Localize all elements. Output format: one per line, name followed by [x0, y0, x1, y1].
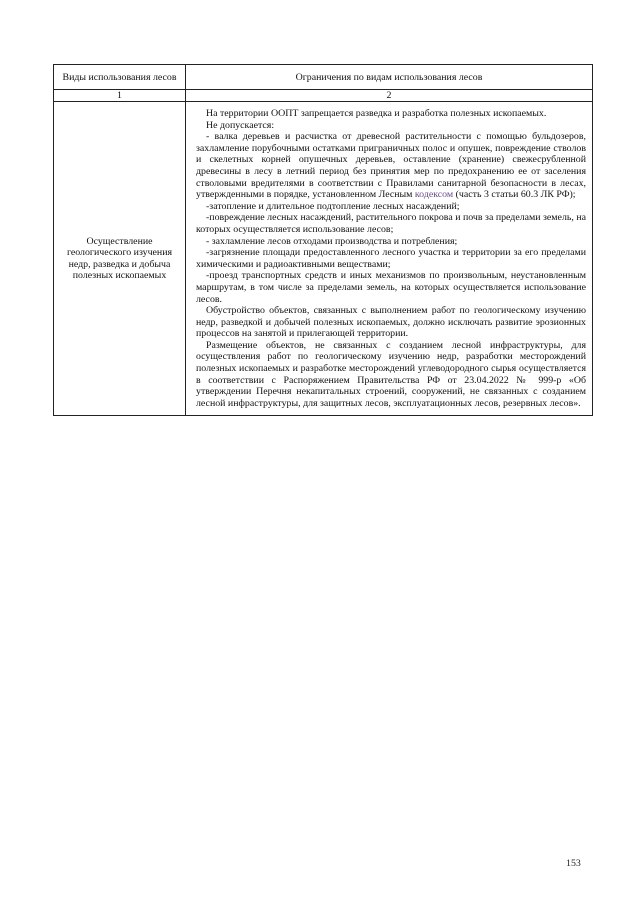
header-usage-types: Виды использования лесов	[54, 65, 186, 90]
restriction-paragraph	[196, 131, 586, 201]
restriction-paragraph: -загрязнение площади предоставленного лесного участка и территории за его пределами химическими и радиоактивными веществами;	[196, 247, 586, 270]
restriction-paragraph: Обустройство объектов, связанных с выполнением работ по геологическому изучению недр, разведкой и добычей полезных ископаемых, должно исключать развитие эрозионных процессов на занятой и прилегающей территории.	[196, 305, 586, 340]
restrictions-table	[53, 64, 593, 416]
forest-code-link[interactable]: кодексом	[414, 189, 454, 201]
restrictions-cell	[186, 102, 593, 416]
page-number: 153	[566, 858, 581, 869]
table-header-row	[54, 65, 593, 90]
usage-type-cell: Осуществление геологического изучения недр, разведка и добыча полезных ископаемых	[54, 102, 186, 416]
restriction-paragraph: На территории ООПТ запрещается разведка и разработка полезных ископаемых.	[206, 108, 547, 119]
column-numbering-row	[54, 90, 593, 102]
header-restrictions: Ограничения по видам использования лесов	[186, 65, 593, 90]
restriction-paragraph: -затопление и длительное подтопление лесных насаждений;	[206, 200, 460, 212]
restriction-paragraph: Размещение объектов, не связанных с созданием лесной инфраструктуры, для осуществления работ по геологическому изучению недр, разработки месторождений полезных ископаемых и разработке месторождений углеводородного сырья осуществляется в соответствии с Распоряжением Правительства РФ от 23.04.2022 № 999-р «Об утверждении Перечня некапитальных строений, сооружений, не связанных с созданием лесной инфраструктуры, для защитных лесов, эксплуатационных лесов, резервных лесов».	[196, 339, 586, 409]
column-number-1: 1	[54, 90, 186, 102]
table-row	[54, 102, 593, 416]
column-number-2: 2	[186, 90, 593, 102]
restriction-paragraph: -проезд транспортных средств и иных механизмов по произвольным, неустановленным маршрутам, в том числе за пределами земель, на которых осуществляется использование лесов.	[196, 270, 586, 305]
restriction-paragraph: - захламление лесов отходами производства и потребления;	[206, 235, 458, 247]
restriction-paragraph: Не допускается:	[206, 119, 275, 131]
restriction-text: - валка деревьев и расчистка от древесной растительности с помощью бульдозеров, захламление порубочными остатками приграничных полос и опушек, повреждение стволов и скелетных корней опушечных деревьев, оставление (хранение) свежесрубленной древесины в лесу в летний период без принятия мер по предохранению ее от заселения стволовыми вредителями в соответствии с Правилами санитарной безопасности в лесах, утвержденными в порядке, установленном Лесным	[196, 131, 586, 201]
restriction-text: (часть 3 статьи 60.3 ЛК РФ);	[453, 189, 576, 201]
restriction-paragraph: -повреждение лесных насаждений, растительного покрова и почв за пределами земель, на которых осуществляется использование лесов;	[196, 212, 586, 235]
